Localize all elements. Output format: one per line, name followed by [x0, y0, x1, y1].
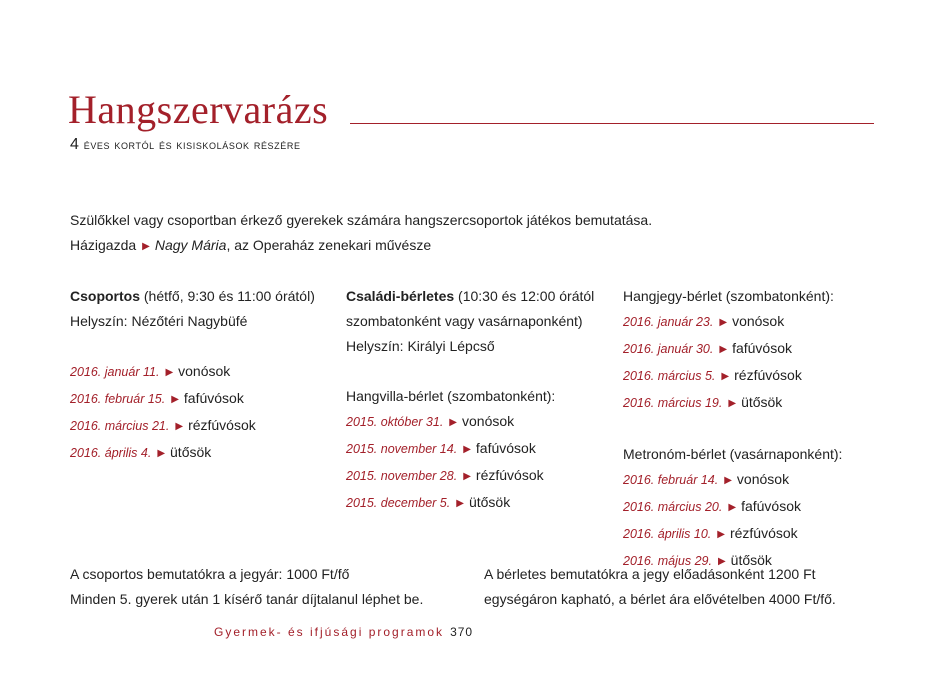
event-row — [623, 494, 842, 521]
triangle-right-icon: ▶ — [171, 394, 179, 405]
event-date: 2016. április 4. — [70, 446, 152, 460]
event-date: 2015. október 31. — [346, 415, 444, 429]
event-row — [346, 490, 594, 517]
host-label: Házigazda — [70, 237, 137, 253]
column-heading — [346, 284, 594, 309]
event-date: 2016. május 29. — [623, 554, 712, 568]
triangle-right-icon: ▶ — [728, 502, 737, 513]
footer-section: Gyermek- és ifjúsági programok — [214, 625, 445, 639]
event-instrument: rézfúvósok — [188, 417, 256, 433]
event-row — [70, 359, 315, 386]
triangle-right-icon: ▶ — [175, 421, 184, 432]
event-date: 2016. január 30. — [623, 342, 714, 356]
event-row — [623, 363, 842, 390]
triangle-right-icon: ▶ — [456, 498, 464, 509]
host-name: Nagy Mária — [154, 237, 227, 253]
event-instrument: rézfúvósok — [729, 525, 798, 541]
subscription-title: Metronóm-bérlet (vasárnaponként): — [623, 446, 843, 462]
event-instrument: ütősök — [468, 494, 511, 510]
event-date: 2015. november 14. — [346, 442, 458, 456]
page-footer — [214, 625, 473, 639]
pricing-line: Minden 5. gyerek után 1 kísérő tanár díjtalanul léphet be. — [70, 591, 424, 607]
triangle-right-icon: ▶ — [717, 556, 726, 567]
event-date: 2016. január 23. — [623, 315, 714, 329]
heading-line2: szombatonként vagy vasárnaponként) — [346, 313, 583, 329]
event-instrument: vonósok — [178, 363, 231, 379]
triangle-right-icon: ▶ — [165, 367, 174, 378]
event-row — [346, 436, 594, 463]
triangle-right-icon: ▶ — [717, 529, 725, 540]
event-instrument: fafúvósok — [183, 390, 244, 406]
title-rule — [350, 123, 874, 124]
event-row — [70, 440, 315, 467]
event-instrument: ütősök — [730, 552, 772, 568]
event-date: 2015. november 28. — [346, 469, 458, 483]
page-number: 370 — [450, 625, 474, 639]
heading-bold: Családi-bérletes — [346, 288, 455, 304]
subtitle-text: éves kortól és kisiskolások részére — [83, 137, 301, 152]
intro-line: Szülőkkel vagy csoportban érkező gyerekek számára hangszercsoportok játékos bemutatása. — [70, 212, 653, 228]
event-row — [70, 413, 315, 440]
column-group — [70, 284, 315, 467]
event-row — [623, 336, 842, 363]
page-title: Hangszervarázs — [68, 87, 329, 132]
event-instrument: rézfúvósok — [734, 367, 802, 383]
event-instrument: ütősök — [741, 394, 783, 410]
event-row — [623, 309, 842, 336]
intro — [70, 208, 652, 260]
column-family — [346, 284, 594, 517]
host-line — [70, 233, 652, 260]
event-row — [346, 463, 594, 490]
event-instrument: fafúvósok — [732, 340, 792, 356]
event-row — [623, 521, 842, 548]
event-row — [623, 467, 842, 494]
event-instrument: fafúvósok — [475, 440, 536, 456]
event-date: 2016. február 15. — [70, 392, 166, 406]
triangle-right-icon: ▶ — [449, 417, 457, 428]
subscription-title: Hangvilla-bérlet (szombatonként): — [346, 388, 556, 404]
heading-bold: Csoportos — [70, 288, 140, 304]
subtitle — [70, 136, 301, 154]
heading-rest: (hétfő, 9:30 és 11:00 órától) — [140, 288, 315, 304]
event-row — [70, 386, 315, 413]
event-instrument: fafúvósok — [741, 498, 801, 514]
pricing-line: A csoportos bemutatókra a jegyár: 1000 Ft/fő — [70, 566, 350, 582]
triangle-right-icon: ▶ — [721, 371, 730, 382]
host-desc: , az Operaház zenekari művésze — [226, 237, 432, 253]
event-date: 2016. február 14. — [623, 473, 719, 487]
event-instrument: vonósok — [462, 413, 515, 429]
triangle-right-icon: ▶ — [719, 344, 728, 355]
pricing-subscription — [484, 562, 836, 612]
event-date: 2016. március 19. — [623, 396, 723, 410]
triangle-right-icon: ▶ — [142, 241, 150, 252]
triangle-right-icon: ▶ — [724, 475, 732, 486]
event-row — [346, 409, 594, 436]
venue: Helyszín: Királyi Lépcső — [346, 338, 495, 354]
venue: Helyszín: Nézőtéri Nagybüfé — [70, 313, 248, 329]
subtitle-number: 4 — [70, 136, 80, 153]
event-date: 2016. március 21. — [70, 419, 170, 433]
event-instrument: vonósok — [732, 313, 785, 329]
event-date: 2015. december 5. — [346, 496, 451, 510]
triangle-right-icon: ▶ — [157, 448, 166, 459]
triangle-right-icon: ▶ — [463, 471, 471, 482]
event-instrument: ütősök — [170, 444, 212, 460]
event-instrument: rézfúvósok — [475, 467, 544, 483]
subscription-title: Hangjegy-bérlet (szombatonként): — [623, 288, 834, 304]
column-heading — [70, 284, 315, 309]
event-row — [623, 390, 842, 417]
event-date: 2016. március 20. — [623, 500, 723, 514]
pricing-line: egységáron kapható, a bérlet ára elővételben 4000 Ft/fő. — [484, 591, 836, 607]
heading-rest: (10:30 és 12:00 órától — [454, 288, 595, 304]
triangle-right-icon: ▶ — [719, 317, 728, 328]
column-subscriptions — [623, 284, 842, 575]
event-date: 2016. január 11. — [70, 365, 160, 379]
pricing-line: A bérletes bemutatókra a jegy előadásonként 1200 Ft — [484, 566, 816, 582]
event-date: 2016. március 5. — [623, 369, 716, 383]
triangle-right-icon: ▶ — [728, 398, 737, 409]
pricing-group — [70, 562, 423, 612]
triangle-right-icon: ▶ — [463, 444, 471, 455]
event-instrument: vonósok — [736, 471, 790, 487]
event-date: 2016. április 10. — [623, 527, 712, 541]
